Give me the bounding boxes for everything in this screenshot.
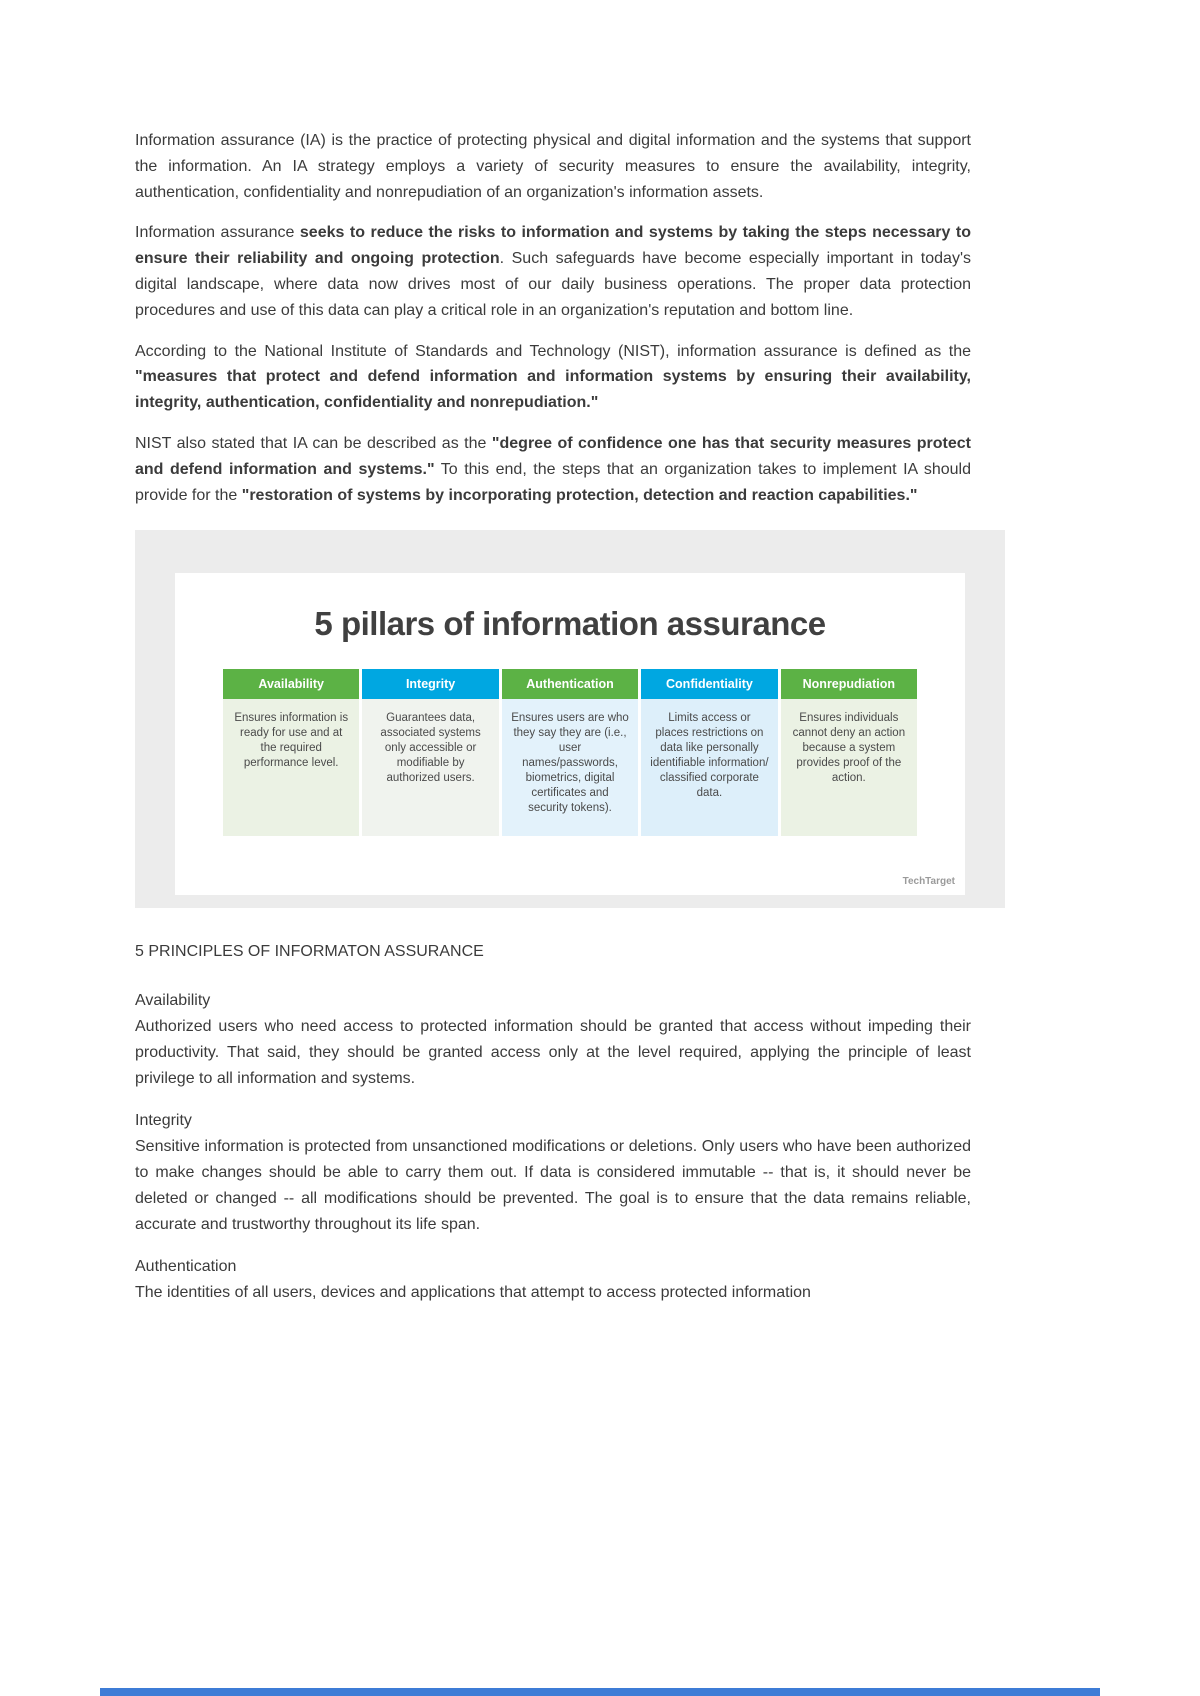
section-authentication — [135, 1254, 971, 1306]
pillar-header: Integrity — [362, 669, 498, 699]
section-body: The identities of all users, devices and applications that attempt to access protected information — [135, 1284, 811, 1302]
pillar-integrity — [362, 669, 498, 836]
pillars-infographic — [135, 530, 1005, 908]
paragraph-nist-confidence — [135, 431, 971, 508]
pillar-availability — [223, 669, 359, 836]
section-title: Authentication — [135, 1258, 237, 1276]
pillar-header: Nonrepudiation — [781, 669, 917, 699]
pillar-confidentiality — [641, 669, 777, 836]
bold-text-run: "restoration of systems by incorporating protection, detection and reaction capabilities." — [241, 486, 918, 504]
paragraph-risks — [135, 220, 971, 323]
section-body: Authorized users who need access to protected information should be granted that access without impeding their productivity. That said, they should be granted access only at the level required, applying the principle of least privilege to all information and systems. — [135, 1017, 971, 1087]
text-run: Information assurance — [135, 224, 300, 242]
pillar-body: Guarantees data, associated systems only accessible or modifiable by authorized users. — [362, 699, 498, 836]
section-body: Sensitive information is protected from unsanctioned modifications or deletions. Only users who have been authorized to make changes should be able to carry them out. If data is considered immutable -- that is, it should never be deleted or changed -- all modifications should be prevented. The goal is to ensure that the data remains reliable, accurate and trustworthy throughout its life span. — [135, 1138, 971, 1233]
infographic-title: 5 pillars of information assurance — [314, 605, 826, 643]
document-body — [135, 128, 971, 1323]
paragraph-nist-definition — [135, 339, 971, 416]
pillar-header: Confidentiality — [641, 669, 777, 699]
text-run: According to the National Institute of Standards and Technology (NIST), information assurance is defined as the — [135, 342, 971, 360]
section-title: Integrity — [135, 1112, 192, 1130]
pillar-authentication — [502, 669, 638, 836]
pillar-body: Ensures individuals cannot deny an action because a system provides proof of the action. — [781, 699, 917, 836]
pillar-header: Authentication — [502, 669, 638, 699]
text-run: Information assurance (IA) is the practice of protecting physical and digital information and the systems that support the information. An IA strategy employs a variety of security measures to ensure the availability, integrity, authentication, confidentiality and nonrepudiation of an organization's information assets. — [135, 132, 971, 201]
bold-text-run: "measures that protect and defend information and information systems by ensuring their availability, integrity, authentication, confidentiality and nonrepudiation." — [135, 368, 971, 412]
pillar-nonrepudiation — [781, 669, 917, 836]
pillar-body: Limits access or places restrictions on data like personally identifiable information/ classified corporate data. — [641, 699, 777, 836]
pillar-header: Availability — [223, 669, 359, 699]
principles-heading: 5 PRINCIPLES OF INFORMATON ASSURANCE — [135, 943, 484, 961]
bold-text-run: "degree of confidence one has that security measures protect and defend information and systems." — [135, 434, 971, 478]
paragraph-intro — [135, 128, 971, 205]
text-run: To this end, the steps that an organization takes to implement IA should provide for the — [135, 460, 971, 504]
pillar-body: Ensures users are who they say they are (i.e., user names/passwords, biometrics, digital certificates and security tokens). — [502, 699, 638, 836]
infographic-credit: TechTarget — [902, 876, 955, 888]
section-availability — [135, 988, 971, 1091]
pillars-row — [223, 669, 917, 836]
page-bottom-bar — [100, 1688, 1100, 1696]
text-run: . Such safeguards have become especially important in today's digital landscape, where data now drives most of our daily business operations. The proper data protection procedures and use of this data can play a critical role in an organization's reputation and bottom line. — [135, 250, 972, 319]
text-run: NIST also stated that IA can be described as the — [135, 434, 492, 452]
pillar-body: Ensures information is ready for use and at the required performance level. — [223, 699, 359, 836]
section-title: Availability — [135, 992, 211, 1010]
infographic-card — [175, 573, 965, 895]
bold-text-run: seeks to reduce the risks to information and systems by taking the steps necessary to ensure their reliability and ongoing protection — [135, 224, 972, 268]
section-integrity — [135, 1108, 971, 1237]
